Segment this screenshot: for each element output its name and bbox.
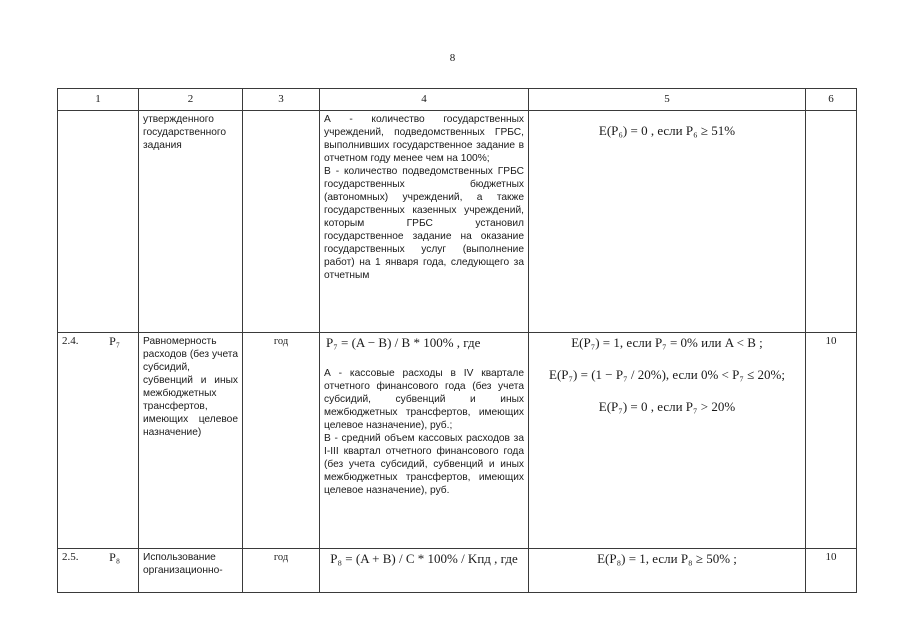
indicator-symbol: P₇ [109,334,120,348]
table-row [58,549,857,593]
condition-formula: E(P₇) = 1, если P₇ = 0% или A < B ; [571,335,763,350]
unit-cell: год [243,549,320,593]
indicator-name-cell: Использование организационно- [139,549,243,593]
indicator-name-cell: утвержденного государственного задания [139,111,243,333]
column-header: 2 [139,89,243,111]
column-header: 3 [243,89,320,111]
formula: P₇ = (A − B) / B * 100% , где [326,335,481,350]
column-header: 1 [58,89,139,111]
table-row [58,333,857,549]
page-number: 8 [449,52,456,64]
indicator-symbol: P₈ [109,550,120,564]
description-paragraph: В - средний объем кассовых расходов за I-III квартал отчетного финансового года (без учета субсидий, субвенций и иных межбюджетных трансфертов, имеющих целевое назначение), руб. [324,433,524,496]
table-header-row [58,89,857,111]
row-number: 2.5. [62,551,79,563]
row-number-cell [58,549,139,593]
condition-formula: E(P₈) = 1, если P₈ ≥ 50% ; [597,551,737,566]
condition-formula: E(P₆) = 0 , если P₆ ≥ 51% [598,123,736,138]
description-cell [320,549,529,593]
column-header: 5 [529,89,806,111]
description-cell [320,111,529,333]
indicator-name-cell: Равномерность расходов (без учета субсидий, субвенций и иных межбюджетных трансфертов, имеющих целевое назначение) [139,333,243,549]
value-cell [806,111,857,333]
conditions-cell [529,111,806,333]
description-paragraph: В - количество подведомственных ГРБС государственных бюджетных (автономных) учреждений, а также государственных казенных учреждений, которым ГРБС установил государственное задание на оказание государственных услуг (выполнение работ) на 1 января года, следующего за отчетным [324,166,524,281]
value-cell: 10 [806,333,857,549]
table-row [58,111,857,333]
description-paragraph: А - количество государственных учреждений, подведомственных ГРБС, выполнивших государственное задание в отчетном году менее чем на 100%; [324,114,524,164]
column-header: 4 [320,89,529,111]
value-cell: 10 [806,549,857,593]
conditions-cell [529,549,806,593]
condition-formula: E(P₇) = (1 − P₇ / 20%), если 0% < P₇ ≤ 20%; [549,367,785,382]
indicators-table [57,88,857,593]
unit-cell [243,111,320,333]
condition-formula: E(P₇) = 0 , если P₇ > 20% [598,399,736,414]
description-paragraph: А - кассовые расходы в IV квартале отчетного финансового года (без учета субсидий, субвенций и иных межбюджетных трансфертов, имеющих целевое назначение), руб.; [324,368,524,431]
formula: P₈ = (A + B) / C * 100% / Kпд , где [330,551,518,566]
row-number-cell [58,111,139,333]
column-header: 6 [806,89,857,111]
unit-cell: год [243,333,320,549]
row-number: 2.4. [62,335,79,347]
row-number-cell [58,333,139,549]
conditions-cell [529,333,806,549]
description-cell [320,333,529,549]
